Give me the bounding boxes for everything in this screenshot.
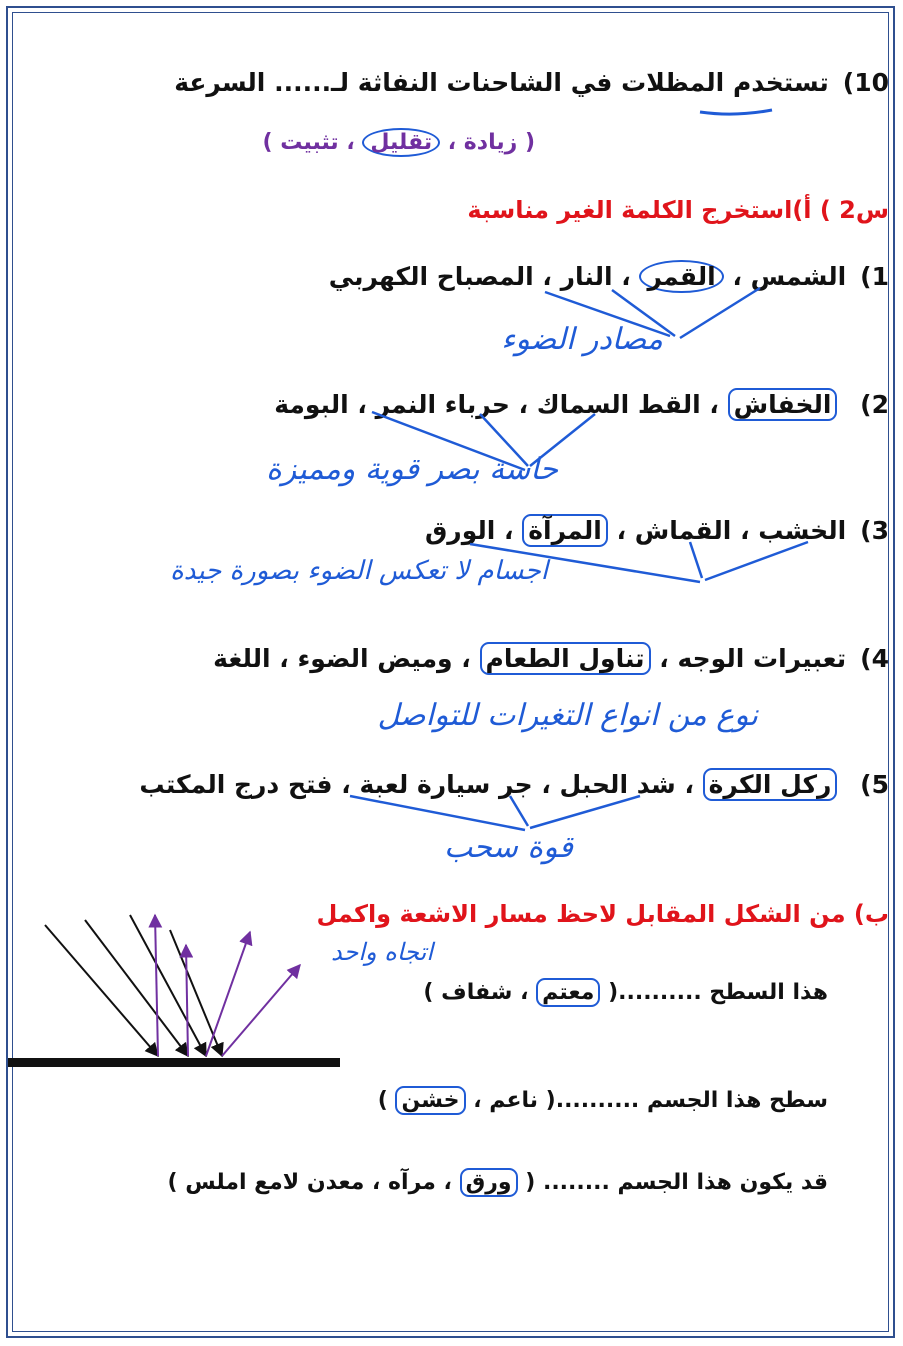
question-10-options: ( زيادة ، تقليل ، تثبيت ) [262,130,535,155]
item-4: 4)تعبيرات الوجه ، تناول الطعام ، وميض الضوء ، اللغة [213,644,889,673]
underline-stroke [700,110,772,114]
connector-lines-1 [545,288,760,338]
marked-word: خشن [395,1086,465,1115]
handwritten-note-5: قوة سحب [443,830,573,865]
marked-word: تناول الطعام [480,642,651,675]
part-b-line-1: هذا السطح ..........( معتم ، شفاف ) [423,980,828,1005]
surface-bar [8,1058,340,1067]
item-2: 2) الخفاش ، القط السماك ، حرباء النمر ، البومة [274,390,889,419]
part-b-title: ب) من الشكل المقابل لاحظ مسار الاشعة واكمل [316,900,889,928]
question-10: 10)تستخدم المظلات في الشاحنات النفاثة لـ...... السرعة [174,68,889,97]
selected-answer: تقليل [362,128,440,157]
marked-word: معتم [536,978,600,1007]
marked-word: المرآة [522,514,608,547]
section-2-title: س2 ) أ)استخرج الكلمة الغير مناسبة [467,196,889,224]
part-b-line-2: سطح هذا الجسم ..........( ناعم ، خشن ) [377,1088,828,1113]
handwritten-note-2: حاسة بصر قوية ومميزة [266,452,558,487]
reflected-rays [155,915,300,1056]
marked-word: الخفاش [728,388,838,421]
handwritten-note-direction: اتجاه واحد [330,938,433,966]
connector-lines-5 [350,796,640,830]
part-b-line-3: قد يكون هذا الجسم ........ ( ورق ، مرآه ، معدن لامع املس ) [167,1170,828,1195]
connector-lines-2 [372,412,595,470]
incident-rays [45,915,222,1056]
item-3: 3)الخشب ، القماش ، المرآة ، الورق [424,516,889,545]
marked-word: ورق [460,1168,518,1197]
handwritten-note-1: مصادر الضوء [501,322,663,357]
marked-word: القمر [639,260,723,293]
handwritten-note-3: اجسام لا تعكس الضوء بصورة جيدة [170,556,548,586]
marked-word: ركل الكرة [703,768,838,801]
item-1: 1)الشمس ، القمر ، النار ، المصباح الكهربي [328,262,889,291]
handwritten-note-4: نوع من انواع التغيرات للتواصل [377,698,758,733]
connector-lines-3 [470,542,808,582]
item-5: 5) ركل الكرة ، شد الحبل ، جر سيارة لعبة ، فتح درج المكتب [139,770,889,799]
